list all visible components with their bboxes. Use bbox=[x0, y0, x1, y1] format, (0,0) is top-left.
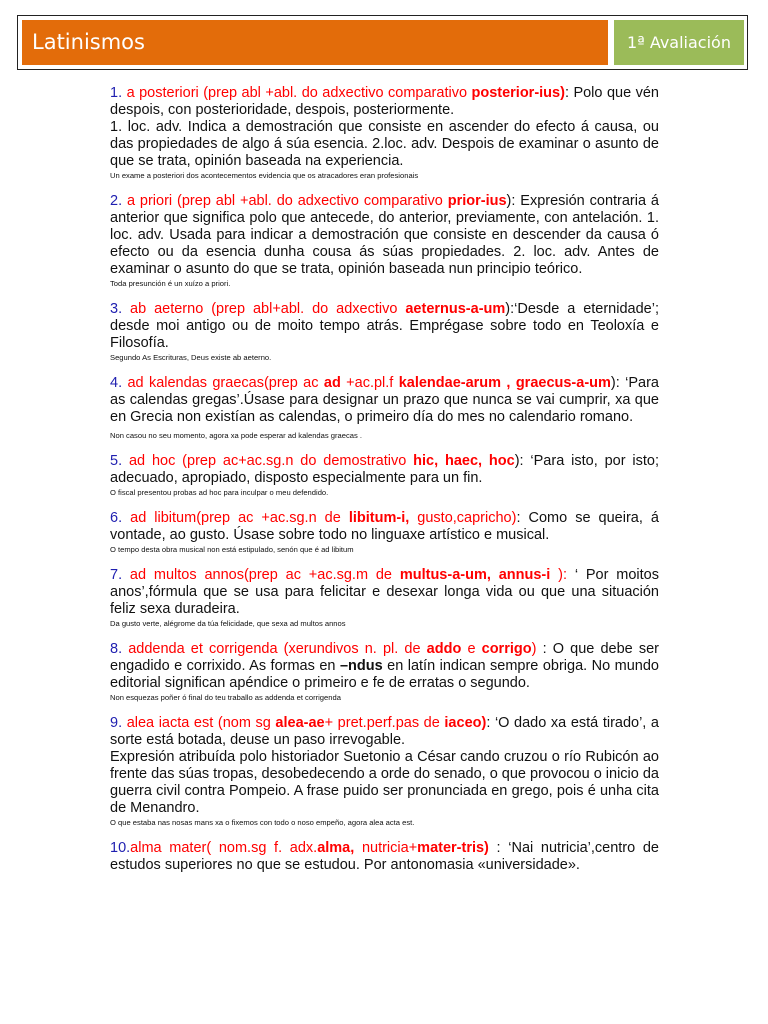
entry-text bbox=[110, 567, 659, 618]
entry-example: Toda presunción é un xuízo a priori. bbox=[110, 279, 231, 288]
entry-definition: : Polo que vén despois, con posterioridade, despois, posteriormente. bbox=[110, 85, 659, 118]
list-item bbox=[110, 453, 659, 498]
entry-text bbox=[110, 453, 659, 487]
entry-grammar: nutricia+ bbox=[354, 840, 418, 856]
entry-definition: ): Expresión contraria á anterior que significa polo que antecede, do anterior, previamente, con antelación. 1. loc. adv. Usada para indicar a demostración que consiste en descender da causa ó efecto ou da esencia dunha cousa ás súas propiedades. 2. loc. adv. Antes de examinar o asunto do que se trata, opinión baseada nun principio teórico. bbox=[110, 193, 659, 277]
entry-lemma: prior-ius bbox=[447, 193, 507, 209]
entry-heading: a priori (prep abl +abl. do adxectivo comparativo bbox=[122, 193, 448, 209]
entry-lemma: alma, bbox=[317, 840, 355, 856]
entry-grammar: ): bbox=[550, 567, 575, 583]
entry-grammar: + pret.perf.pas de bbox=[324, 715, 445, 731]
entry-lemma: posterior-ius) bbox=[471, 85, 565, 101]
entry-definition: : O que debe ser engadido e corrixido. As formas en bbox=[110, 641, 659, 674]
entry-lemma-2: kalendae-arum , graecus-a-um bbox=[398, 375, 611, 391]
entry-number: 7. bbox=[110, 567, 123, 583]
list-item bbox=[110, 301, 659, 363]
entry-lemma: libitum-i, bbox=[348, 510, 410, 526]
entry-suffix: –ndus bbox=[339, 658, 383, 674]
entry-definition: ): ‘Para isto, por isto; adecuado, apropiado, disposto especialmente para un fin. bbox=[110, 453, 659, 486]
entry-body: 1. loc. adv. Indica a demostración que consiste en ascender do efecto á causa, ou das propiedades de algo á súa esencia. 2.loc. adv. Despois de examinar o asunto de que se trata, opinión baseada na experiencia. bbox=[110, 119, 659, 169]
list-item bbox=[110, 641, 659, 703]
entry-number: 6. bbox=[110, 510, 123, 526]
entry-definition: ‘ Por moitos anos’,fórmula que se usa para felicitar e desexar longa vida ou que una situación feliz sexa duradeira. bbox=[110, 567, 659, 617]
document-title: Latinismos bbox=[22, 20, 608, 65]
entry-example: Un exame a posteriori dos acontecementos evidencia que os atracadores eran profesionais bbox=[110, 171, 419, 180]
entry-text bbox=[110, 85, 659, 119]
entry-lemma: hic, haec, hoc bbox=[413, 453, 515, 469]
list-item bbox=[110, 567, 659, 629]
entry-heading: a posteriori (prep abl +abl. do adxectivo comparativo bbox=[122, 85, 472, 101]
entry-definition: : Como se queira, á vontade, ao gusto. Úsase sobre todo no linguaxe artístico e musical. bbox=[110, 510, 659, 543]
entry-definition: ):‘Desde a eternidade’; desde moi antigo ou de moito tempo atrás. Emprégase sobre todo en Teoloxía e Filosofía. bbox=[110, 301, 659, 351]
entry-number: 5. bbox=[110, 453, 123, 469]
entry-number: 4. bbox=[110, 375, 123, 391]
entry-definition: ): ‘Para as calendas gregas’.Úsase para designar un prazo que nunca se vai cumprir, xa que en Grecia non existían as calendas, o primeiro día do mes no calendario romano. bbox=[110, 375, 659, 425]
list-item bbox=[110, 375, 659, 441]
entry-lemma: multus-a-um, annus-i bbox=[399, 567, 551, 583]
entry-text bbox=[110, 641, 659, 692]
entry-text bbox=[110, 510, 659, 544]
entry-heading: ad multos annos(prep ac +ac.sg.m de bbox=[122, 567, 400, 583]
latinisms-list bbox=[110, 85, 659, 886]
evaluation-badge: 1ª Avaliación bbox=[614, 20, 744, 65]
entry-number: 10. bbox=[110, 840, 131, 856]
entry-text bbox=[110, 375, 659, 426]
entry-number: 1. bbox=[110, 85, 123, 101]
entry-example: O fiscal presentou probas ad hoc para inculpar o meu defendido. bbox=[110, 488, 329, 497]
entry-heading: addenda et corrigenda (xerundivos n. pl. de bbox=[122, 641, 427, 657]
entry-lemma: addo bbox=[426, 641, 462, 657]
list-item bbox=[110, 510, 659, 555]
entry-grammar: e bbox=[461, 641, 482, 657]
entry-number: 8. bbox=[110, 641, 123, 657]
entry-lemma: alea-ae bbox=[275, 715, 325, 731]
list-item bbox=[110, 840, 659, 874]
entry-grammar-2: ) bbox=[531, 641, 537, 657]
entry-definition: : ‘Nai nutricia’,centro de estudos superiores no que se estudou. Por antonomasia «universidade». bbox=[110, 840, 659, 873]
entry-text bbox=[110, 301, 659, 352]
entry-example: Non casou no seu momento, agora xa pode esperar ad kalendas graecas . bbox=[110, 431, 363, 440]
entry-body: Expresión atribuída polo historiador Suetonio a César cando cruzou o río Rubicón ao frente das súas tropas, desobedecendo a orde do senado, o que provocou o inicio da guerra civil contra Pompeio. A frase puido ser pronunciada en grego, pois é unha cita de Menandro. bbox=[110, 749, 659, 816]
entry-heading: ad kalendas graecas(prep ac bbox=[122, 375, 324, 391]
entry-grammar: +ac.pl.f bbox=[340, 375, 399, 391]
entry-example: O tempo desta obra musical non está estipulado, senón que é ad libitum bbox=[110, 545, 354, 554]
entry-text bbox=[110, 715, 659, 749]
entry-heading: ad hoc (prep ac+ac.sg.n do demostrativo bbox=[122, 453, 414, 469]
entry-text bbox=[110, 840, 659, 874]
entry-heading: ab aeterno (prep abl+abl. do adxectivo bbox=[122, 301, 406, 317]
entry-number: 3. bbox=[110, 301, 123, 317]
list-item bbox=[110, 85, 659, 181]
entry-number: 2. bbox=[110, 193, 123, 209]
entry-lemma-2: iaceo) bbox=[444, 715, 487, 731]
list-item bbox=[110, 193, 659, 289]
entry-example: Segundo As Escrituras, Deus existe ab aeterno. bbox=[110, 353, 272, 362]
entry-heading: alma mater( nom.sg f. adx. bbox=[130, 840, 318, 856]
entry-definition: : ‘O dado xa está tirado’, a sorte está botada, deuse un paso irrevogable. bbox=[110, 715, 659, 748]
entry-definition-2: en latín indican sempre obriga. No mundo editorial significan apéndice o primeiro e fe de erratas o segundo. bbox=[110, 658, 659, 691]
entry-text bbox=[110, 193, 659, 278]
entry-lemma-2: mater-tris) bbox=[417, 840, 489, 856]
entry-number: 9. bbox=[110, 715, 123, 731]
entry-heading: ad libitum(prep ac +ac.sg.n de bbox=[122, 510, 349, 526]
entry-grammar: gusto,capricho) bbox=[409, 510, 517, 526]
list-item bbox=[110, 715, 659, 828]
entry-lemma-2: corrigo bbox=[481, 641, 532, 657]
entry-example: Non esquezas poñer ó final do teu traballo as addenda et corrigenda bbox=[110, 693, 341, 702]
entry-lemma: aeternus-a-um bbox=[405, 301, 506, 317]
entry-lemma: ad bbox=[323, 375, 341, 391]
entry-example: Da gusto verte, alégrome da túa felicidade, que sexa ad multos annos bbox=[110, 619, 346, 628]
entry-heading: alea iacta est (nom sg bbox=[122, 715, 276, 731]
entry-example: O que estaba nas nosas mans xa o fixemos con todo o noso empeño, agora alea acta est. bbox=[110, 818, 415, 827]
